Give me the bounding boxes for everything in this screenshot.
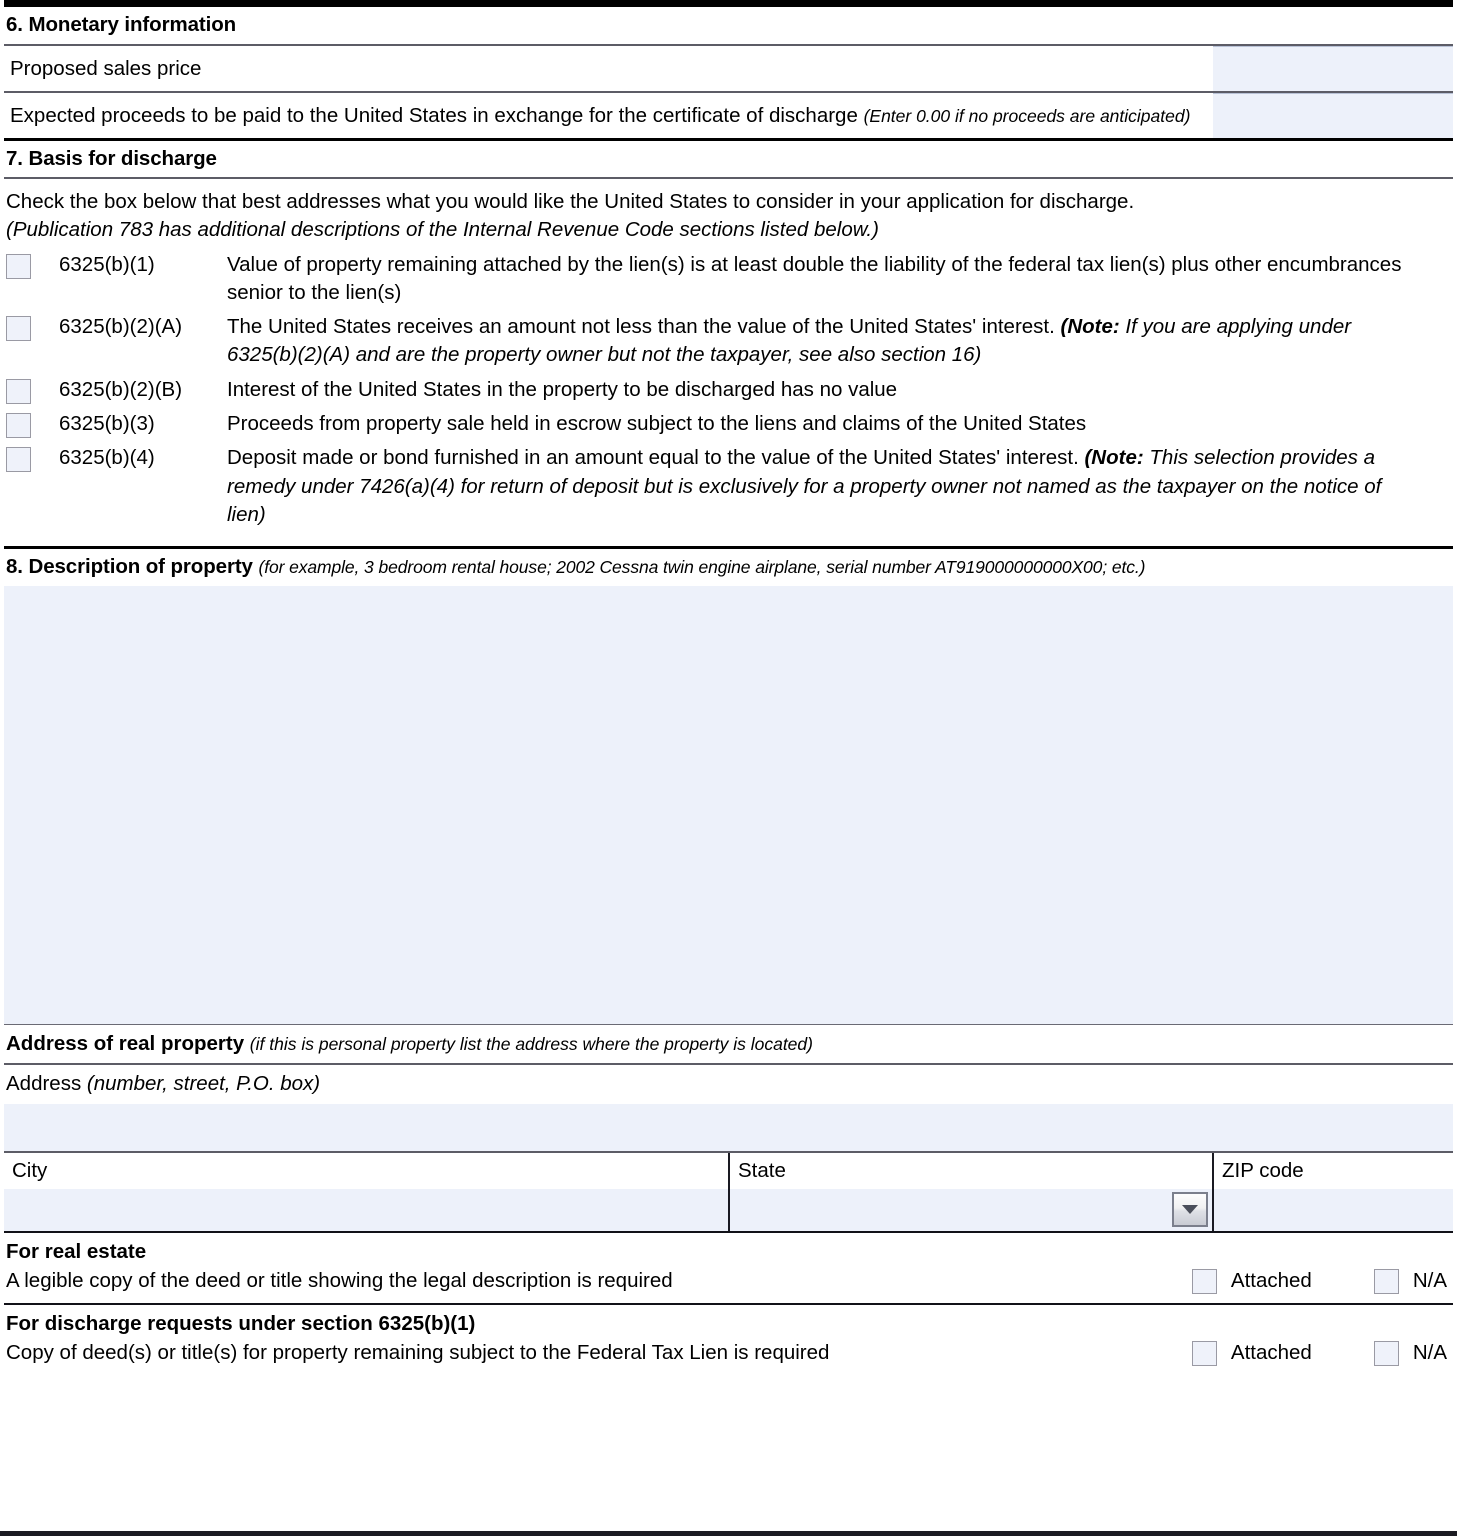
basis-option-6325b3[interactable]	[0, 407, 1457, 441]
checkbox-6325b4[interactable]	[6, 447, 31, 472]
basis-option-code: 6325(b)(2)(A)	[59, 315, 183, 339]
checkbox-6325b2A[interactable]	[6, 316, 31, 341]
section-8-title: 8. Description of property	[6, 555, 253, 579]
street-address-hint: (number, street, P.O. box)	[86, 1072, 321, 1096]
address-heading-hint: (if this is personal property list the address where the property is located)	[249, 1033, 813, 1054]
state-column	[728, 1153, 1212, 1231]
expected-proceeds-label	[4, 93, 1213, 138]
discharge-6325b1-requirement-row	[0, 1338, 1457, 1375]
basis-option-text: Deposit made or bond furnished in an amount equal to the value of the United States' interest.	[227, 446, 1085, 470]
basis-option-6325b1[interactable]	[0, 248, 1457, 311]
zip-code-label: ZIP code	[1222, 1158, 1304, 1182]
basis-option-note-bold: (Note:	[1084, 446, 1144, 470]
discharge-6325b1-na-option[interactable]	[1374, 1341, 1451, 1366]
street-address-label-text: Address	[6, 1072, 82, 1096]
basis-instruction-line1: Check the box below that best addresses what you would like the United States to consider in your application for discharge.	[6, 190, 1135, 214]
expected-proceeds-note: (Enter 0.00 if no proceeds are anticipated)	[863, 105, 1191, 126]
real-estate-na-label: N/A	[1412, 1269, 1447, 1293]
discharge-6325b1-attached-label: Attached	[1230, 1341, 1312, 1365]
state-dropdown-button[interactable]	[1172, 1192, 1208, 1227]
state-label: State	[738, 1158, 786, 1182]
basis-instructions	[0, 179, 1457, 247]
checkbox-real-estate-attached[interactable]	[1192, 1269, 1217, 1294]
state-select[interactable]	[730, 1189, 1212, 1231]
real-estate-na-option[interactable]	[1374, 1269, 1451, 1294]
basis-instruction-line2: (Publication 783 has additional descriptions of the Internal Revenue Code sections listed below.)	[6, 217, 879, 241]
proposed-sales-price-input[interactable]	[1213, 46, 1453, 91]
real-estate-attached-option[interactable]	[1192, 1269, 1374, 1294]
basis-option-description	[227, 313, 1451, 370]
basis-option-description	[227, 444, 1451, 529]
basis-option-code: 6325(b)(3)	[59, 411, 155, 435]
proposed-sales-price-label: Proposed sales price	[10, 56, 202, 80]
discharge-6325b1-attached-option[interactable]	[1192, 1341, 1374, 1366]
real-estate-requirement-row	[0, 1266, 1457, 1303]
checkbox-discharge-attached[interactable]	[1192, 1341, 1217, 1366]
expected-proceeds-input[interactable]	[1213, 93, 1453, 138]
city-column	[4, 1153, 728, 1231]
city-state-zip-row	[4, 1153, 1453, 1231]
city-label: City	[12, 1158, 48, 1182]
basis-option-description: Value of property remaining attached by the lien(s) is at least double the liability of the federal tax lien(s) plus other encumbrances senior to the lien(s)	[227, 252, 1402, 304]
basis-option-6325b4[interactable]	[0, 441, 1457, 532]
discharge-6325b1-requirement-text: Copy of deed(s) or title(s) for property remaining subject to the Federal Tax Lien is required	[6, 1341, 830, 1365]
checkbox-6325b3[interactable]	[6, 413, 31, 438]
basis-option-note-italic: If you are applying under 6325(b)(2)(A) and are the property owner but not the taxpayer, see also section 16)	[227, 315, 1352, 367]
section-8-heading	[0, 549, 1457, 586]
basis-option-code: 6325(b)(1)	[59, 252, 155, 276]
basis-option-6325b2A[interactable]	[0, 310, 1457, 373]
basis-option-note-bold: (Note:	[1060, 315, 1120, 339]
basis-option-text: The United States receives an amount not less than the value of the United States' interest.	[227, 315, 1061, 339]
basis-option-6325b2B[interactable]	[0, 373, 1457, 407]
real-estate-attached-label: Attached	[1230, 1269, 1312, 1293]
basis-option-code: 6325(b)(4)	[59, 446, 155, 470]
for-real-estate-heading: For real estate	[6, 1239, 147, 1263]
proposed-sales-price-row	[4, 46, 1453, 91]
city-input[interactable]	[4, 1189, 728, 1231]
description-of-property-input[interactable]	[4, 586, 1453, 1024]
spacer	[0, 532, 1457, 546]
zip-column	[1212, 1153, 1453, 1231]
chevron-down-icon	[1182, 1205, 1198, 1214]
real-estate-requirement-text: A legible copy of the deed or title showing the legal description is required	[6, 1269, 673, 1293]
expected-proceeds-row	[4, 93, 1453, 138]
expected-proceeds-label-text: Expected proceeds to be paid to the United States in exchange for the certificate of discharge	[10, 103, 858, 127]
page-bottom-bar	[0, 1531, 1457, 1536]
address-of-real-property-heading	[0, 1025, 1457, 1064]
checkbox-6325b2B[interactable]	[6, 379, 31, 404]
section-6-heading: 6. Monetary information	[6, 13, 237, 36]
basis-option-note-italic: This selection provides a remedy under 7426(a)(4) for return of deposit but is exclusively for a property owner not named as the taxpayer on the notice of lien)	[227, 446, 1382, 526]
discharge-6325b1-na-label: N/A	[1412, 1341, 1447, 1365]
basis-option-code: 6325(b)(2)(B)	[59, 377, 183, 401]
page-top-bar	[4, 0, 1453, 7]
street-address-label	[0, 1065, 1457, 1104]
zip-code-input[interactable]	[1214, 1189, 1453, 1231]
checkbox-6325b1[interactable]	[6, 254, 31, 279]
basis-option-description: Proceeds from property sale held in escrow subject to the liens and claims of the United States	[227, 411, 1087, 435]
checkbox-discharge-na[interactable]	[1374, 1341, 1399, 1366]
address-heading-bold: Address of real property	[6, 1031, 245, 1055]
section-7-heading: 7. Basis for discharge	[6, 146, 217, 170]
section-8-hint: (for example, 3 bedroom rental house; 2002 Cessna twin engine airplane, serial number AT919000000000X00; etc.)	[258, 557, 1146, 578]
discharge-6325b1-heading: For discharge requests under section 6325(b)(1)	[6, 1311, 476, 1335]
street-address-input[interactable]	[4, 1104, 1453, 1151]
checkbox-real-estate-na[interactable]	[1374, 1269, 1399, 1294]
basis-option-description: Interest of the United States in the property to be discharged has no value	[227, 377, 898, 401]
